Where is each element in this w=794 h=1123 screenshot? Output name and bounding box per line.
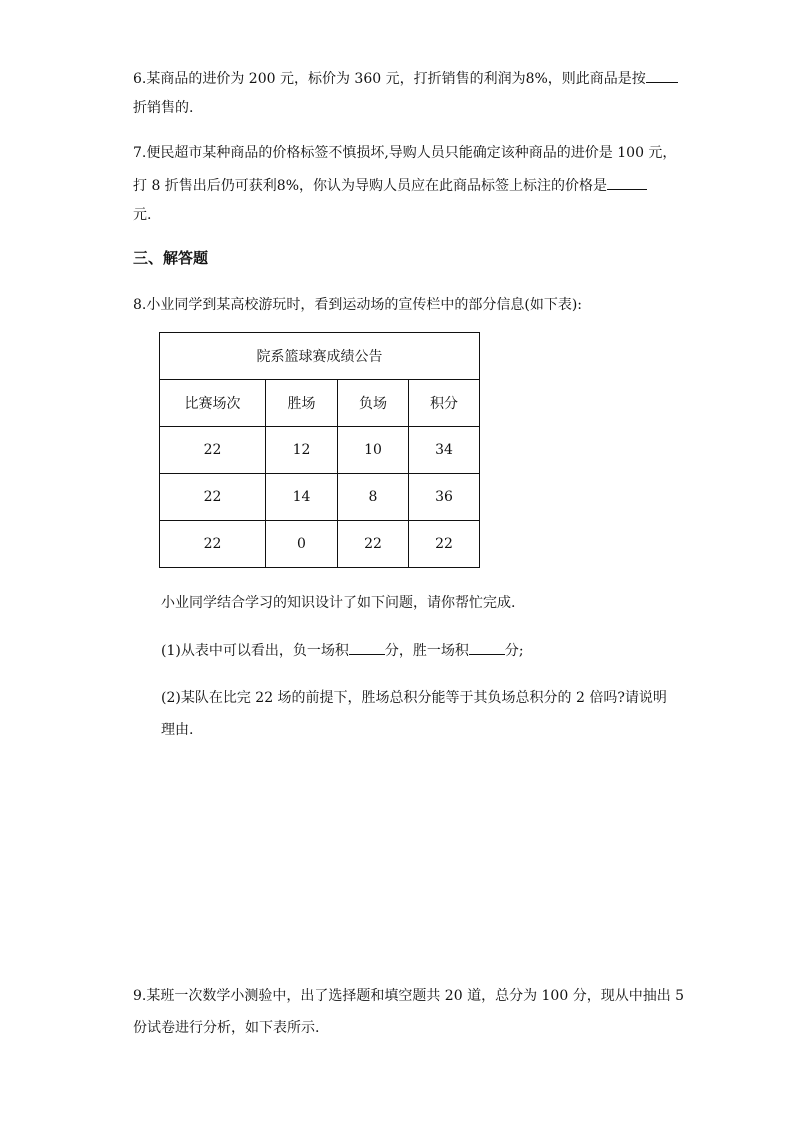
table-row <box>160 427 480 474</box>
cell-wins: 14 <box>266 474 338 521</box>
cell-games: 22 <box>160 521 266 568</box>
cell-games: 22 <box>160 474 266 521</box>
cell-games: 22 <box>160 427 266 474</box>
cell-losses: 8 <box>338 474 409 521</box>
q8-part1-text-b: 分，胜一场积 <box>384 643 469 659</box>
q8-part1-text-a: (1)从表中可以看出，负一场积 <box>161 643 349 659</box>
header-losses: 负场 <box>338 380 409 427</box>
cell-losses: 22 <box>338 521 409 568</box>
cell-points: 36 <box>409 474 480 521</box>
q8-lead: 小业同学结合学习的知识设计了如下问题，请你帮忙完成. <box>161 595 516 611</box>
header-wins: 胜场 <box>266 380 338 427</box>
header-games: 比赛场次 <box>160 380 266 427</box>
q7-line2 <box>133 175 647 196</box>
table-title-row <box>160 333 480 380</box>
q8-part2-line1: (2)某队在比完 22 场的前提下，胜场总积分能等于其负场总积分的 2 倍吗?请说明 <box>161 690 667 706</box>
header-points: 积分 <box>409 380 480 427</box>
cell-points: 34 <box>409 427 480 474</box>
table-header-row <box>160 380 480 427</box>
q6-line2: 折销售的. <box>133 100 194 116</box>
table-row <box>160 474 480 521</box>
q6-answer-blank[interactable] <box>646 68 678 83</box>
q8-part1-text-c: 分; <box>504 643 524 659</box>
cell-wins: 0 <box>266 521 338 568</box>
q8-intro: 8.小业同学到某高校游玩时，看到运动场的宣传栏中的部分信息(如下表): <box>133 297 582 313</box>
q8-part2-line2: 理由. <box>161 722 194 738</box>
q6-line1 <box>133 68 678 89</box>
q9-line1: 9.某班一次数学小测验中，出了选择题和填空题共 20 道，总分为 100 分，现从中抽出 5 <box>133 988 685 1004</box>
basketball-score-table <box>159 332 480 568</box>
q7-answer-blank[interactable] <box>607 175 647 190</box>
q7-line3: 元. <box>133 207 152 223</box>
q7-text: 打 8 折售出后仍可获利8%，你认为导购人员应在此商品标签上标注的价格是 <box>133 178 608 194</box>
q6-text: 6.某商品的进价为 200 元，标价为 360 元，打折销售的利润为8%，则此商品是按 <box>133 71 646 87</box>
q7-line1: 7.便民超市某种商品的价格标签不慎损坏,导购人员只能确定该种商品的进价是 100 元， <box>133 145 677 161</box>
q8-win-points-blank[interactable] <box>469 640 505 655</box>
table-title: 院系篮球赛成绩公告 <box>160 333 480 380</box>
q9-line2: 份试卷进行分析，如下表所示. <box>133 1020 320 1036</box>
cell-points: 22 <box>409 521 480 568</box>
table-row <box>160 521 480 568</box>
section-heading-answers: 三、解答题 <box>133 249 209 267</box>
cell-losses: 10 <box>338 427 409 474</box>
cell-wins: 12 <box>266 427 338 474</box>
q8-loss-points-blank[interactable] <box>349 640 385 655</box>
q8-part1 <box>161 640 524 661</box>
